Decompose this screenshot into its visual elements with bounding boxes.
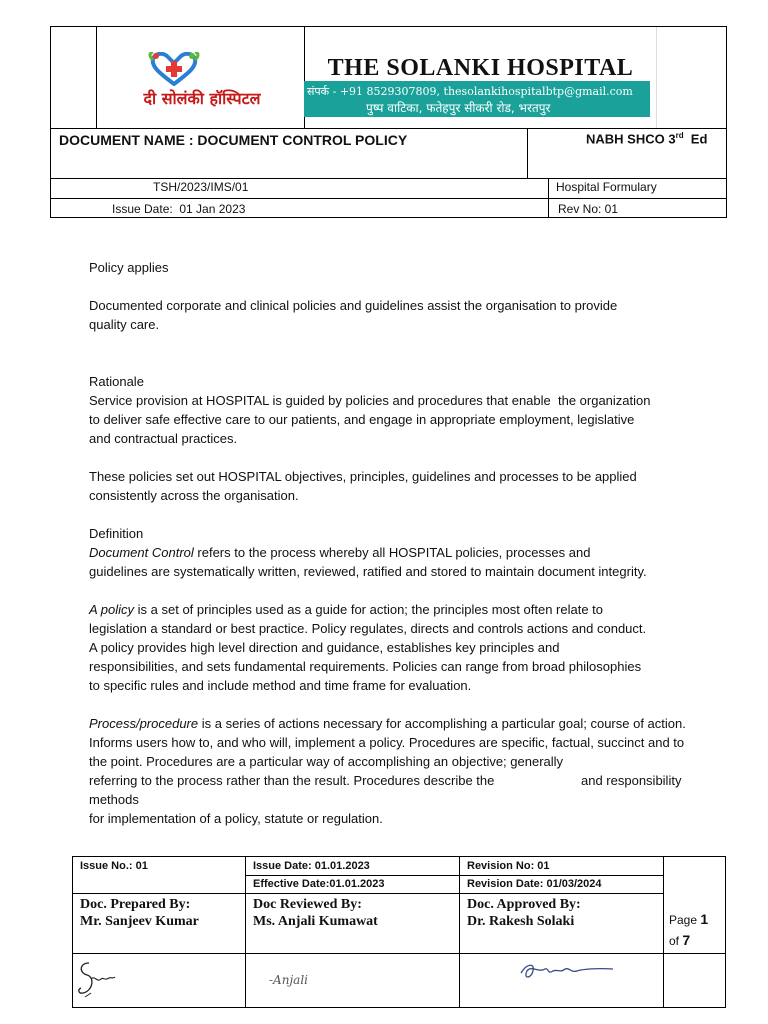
header-divider xyxy=(51,198,726,199)
header-divider xyxy=(51,128,726,129)
paragraph-line: guidelines are systematically written, reviewed, ratified and stored to maintain document integrity. xyxy=(89,564,647,579)
table-divider xyxy=(459,857,460,1007)
approval-table xyxy=(72,856,726,1008)
hospital-logo-icon xyxy=(147,52,202,86)
hospital-title-cell xyxy=(304,27,656,128)
table-divider xyxy=(73,953,725,954)
term-process-procedure: Process/procedure xyxy=(89,716,199,731)
reviewed-by-name: Ms. Anjali Kumawat xyxy=(253,914,378,929)
hospital-contact: संपर्क - +91 8529307809, thesolankihospitalbtp@gmail.com xyxy=(307,85,633,98)
paragraph-line: Informs users how to, and who will, implement a policy. Procedures are specific, factual, succinct and to xyxy=(89,735,685,750)
definition-heading: Definition xyxy=(89,526,144,541)
reviewed-by-label: Doc Reviewed By: xyxy=(253,897,362,912)
paragraph-line: for implementation of a policy, statute or regulation. xyxy=(89,811,383,826)
revision-number: Rev No: 01 xyxy=(558,202,619,216)
hospital-title: THE SOLANKI HOSPITAL xyxy=(327,55,634,81)
policy-body xyxy=(89,258,729,828)
document-code: TSH/2023/IMS/01 xyxy=(153,180,249,194)
issue-date: Issue Date: 01 Jan 2023 xyxy=(112,202,246,216)
table-divider xyxy=(73,893,663,894)
paragraph-line: Service provision at HOSPITAL is guided by policies and procedures that enable the organization xyxy=(89,393,651,408)
header-divider xyxy=(527,128,528,178)
table-divider xyxy=(245,857,246,1007)
issue-number: Issue No.: 01 xyxy=(80,860,148,872)
paragraph-line: legislation a standard or best practice. Policy regulates, directs and controls actions and conduct. xyxy=(89,621,647,636)
hospital-hindi-name: दी सोलंकी हॉस्पिटल xyxy=(143,89,261,108)
signature-prepared-icon xyxy=(75,957,123,1001)
header-divider xyxy=(548,178,549,218)
paragraph-line: to deliver safe effective care to our patients, and engage in appropriate employment, legislative xyxy=(89,412,635,427)
paragraph-line: Document Control refers to the process whereby all HOSPITAL policies, processes and xyxy=(89,545,591,560)
paragraph-line: Process/procedure is a series of actions necessary for accomplishing a particular goal; course of action. xyxy=(89,716,686,731)
paragraph-line: Documented corporate and clinical policies and guidelines assist the organisation to provide xyxy=(89,298,618,313)
paragraph-line: consistently across the organisation. xyxy=(89,488,299,503)
header-right-cell xyxy=(656,27,727,128)
paragraph-line: A policy is a set of principles used as a guide for action; the principles most often relate to xyxy=(89,602,604,617)
rationale-heading: Rationale xyxy=(89,374,144,389)
contact-band xyxy=(304,81,650,117)
effective-date: Effective Date:01.01.2023 xyxy=(253,878,385,890)
header-divider xyxy=(51,178,726,179)
signature-reviewed: -Anjali xyxy=(269,973,308,987)
logo-cell xyxy=(96,27,305,128)
revision-date: Revision Date: 01/03/2024 xyxy=(467,878,602,890)
paragraph-line: A policy provides high level direction and guidance, establishes key principles and xyxy=(89,640,560,655)
policy-applies: Policy applies xyxy=(89,260,169,275)
approved-by-name: Dr. Rakesh Solaki xyxy=(467,914,575,929)
footer-revision-number: Revision No: 01 xyxy=(467,860,550,872)
table-divider xyxy=(663,857,664,1007)
paragraph-line: These policies set out HOSPITAL objectives, principles, guidelines and processes to be applied xyxy=(89,469,637,484)
paragraph-line: the point. Procedures are a particular way of accomplishing an objective; generally xyxy=(89,754,564,769)
paragraph-line: and contractual practices. xyxy=(89,431,238,446)
footer-issue-date: Issue Date: 01.01.2023 xyxy=(253,860,370,872)
page-number: Page 1 of 7 xyxy=(669,911,709,948)
term-document-control: Document Control xyxy=(89,545,194,560)
paragraph-line: responsibilities, and sets fundamental requirements. Policies can range from broad philosophies xyxy=(89,659,642,674)
document-name: DOCUMENT NAME : DOCUMENT CONTROL POLICY xyxy=(59,132,408,148)
nabh-edition: NABH SHCO 3rd Ed xyxy=(586,131,708,147)
document-header xyxy=(50,26,727,218)
paragraph-line: to specific rules and include method and time frame for evaluation. xyxy=(89,678,472,693)
hospital-address: पुष्प वाटिका, फतेहपुर सीकरी रोड, भरतपुर xyxy=(366,101,551,115)
paragraph-line: methods xyxy=(89,792,139,807)
formulary-label: Hospital Formulary xyxy=(556,180,657,194)
prepared-by-name: Mr. Sanjeev Kumar xyxy=(80,914,199,929)
paragraph-line: quality care. xyxy=(89,317,160,332)
signature-approved-icon xyxy=(517,959,617,983)
paragraph-line: referring to the process rather than the result. Procedures describe the and responsibility xyxy=(89,773,682,788)
table-divider xyxy=(245,875,663,876)
approved-by-label: Doc. Approved By: xyxy=(467,897,581,912)
prepared-by-label: Doc. Prepared By: xyxy=(80,897,191,912)
term-policy: A policy xyxy=(89,602,135,617)
